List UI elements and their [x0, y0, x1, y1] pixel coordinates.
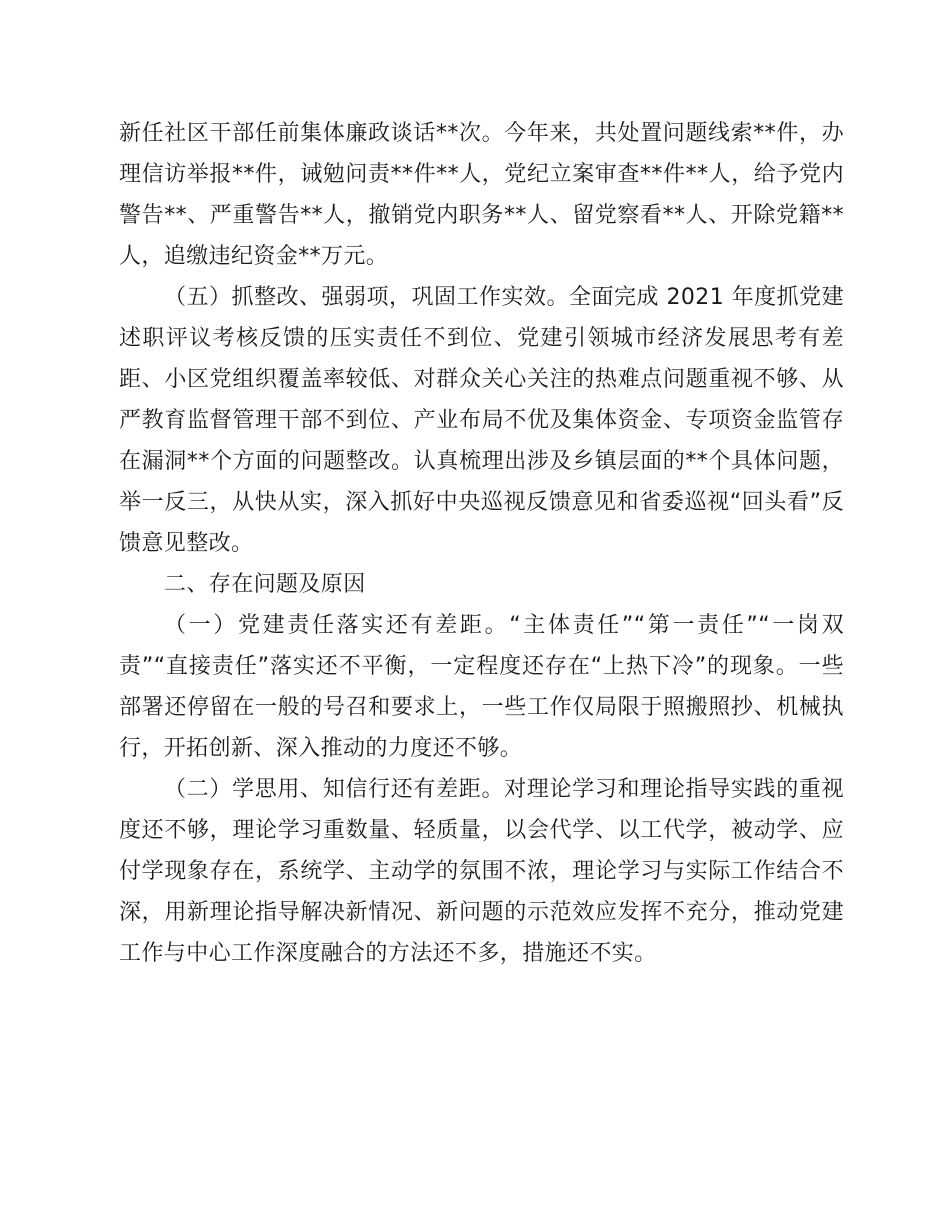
paragraph-responsibility-gap: （一）党建责任落实还有差距。“主体责任”“第一责任”“一岗双责”“直接责任”落实还不平衡，一定程度还存在“上热下冷”的现象。一些部署还停留在一般的号召和要求上，一些工作仅局限于照搬照抄、机械执行，开拓创新、深入推动的力度还不够。 [119, 613, 844, 761]
paragraph-rectification: （五）抓整改、强弱项，巩固工作实效。全面完成 2021 年度抓党建述职评议考核反馈的压实责任不到位、党建引领城市经济发展思考有差距、小区党组织覆盖率较低、对群众关心关注的热难点问题重视不够、从严教育监督管理干部不到位、产业布局不优及集体资金、专项资金监管存在漏洞**个方面的问题整改。认真梳理出涉及乡镇层面的**个具体问题，举一反三，从快从实，深入抓好中央巡视反馈意见和省委巡视“回头看”反馈意见整改。 [119, 285, 844, 556]
section-heading-problems: 二、存在问题及原因 [164, 572, 366, 597]
paragraph-disciplinary-stats: 新任社区干部任前集体廉政谈话**次。今年来，共处置问题线索**件，办理信访举报**件，诫勉问责**件**人，党纪立案审查**件**人，给予党内警告**、严重警告**人，撤销党内职务**人、留党察看**人、开除党籍**人，追缴违纪资金**万元。 [119, 121, 844, 269]
document-body [119, 113, 844, 974]
paragraph-learning-gap: （二）学思用、知信行还有差距。对理论学习和理论指导实践的重视度还不够，理论学习重数量、轻质量，以会代学、以工代学，被动学、应付学现象存在，系统学、主动学的氛围不浓，理论学习与实际工作结合不深，用新理论指导解决新情况、新问题的示范效应发挥不充分，推动党建工作与中心工作深度融合的方法还不多，措施还不实。 [119, 777, 844, 966]
